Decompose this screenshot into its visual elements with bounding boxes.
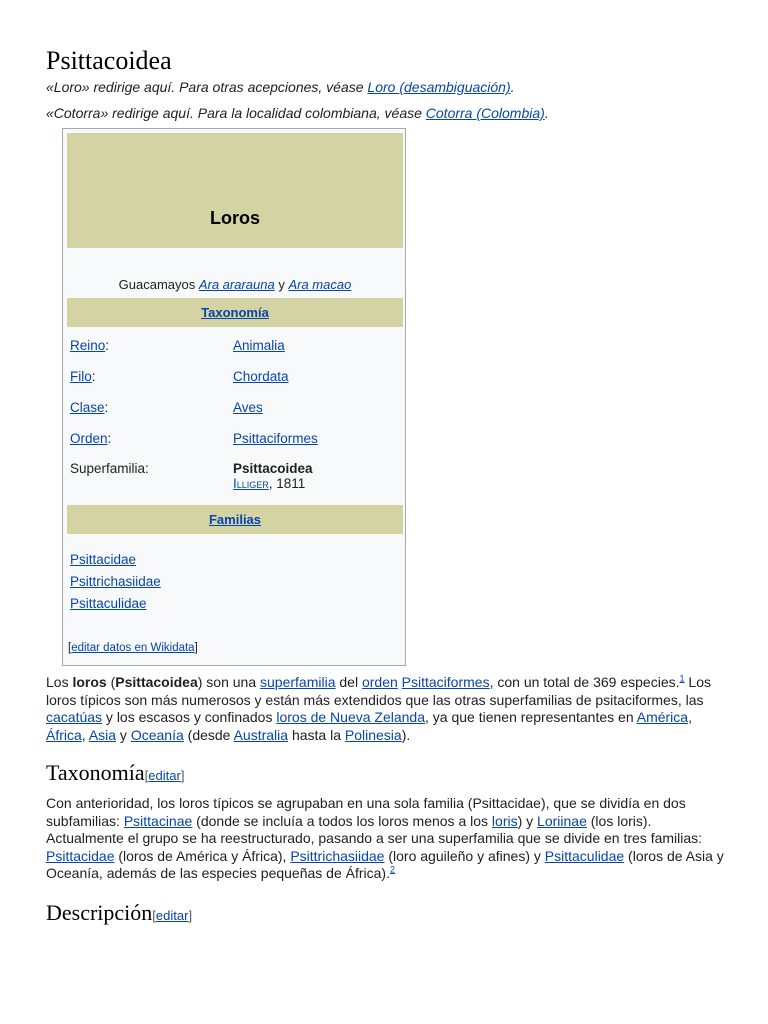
text: (donde se incluía a todos los loros menos a los: [192, 812, 492, 829]
text: , con un total de 369 especies.: [489, 674, 680, 690]
hatnote-text: «Loro» redirige aquí. Para otras acepciones, véase: [46, 79, 368, 95]
row-reino-label: [70, 338, 109, 353]
taxobox-title: Loros: [67, 133, 403, 248]
link-cotorra-colombia[interactable]: Cotorra (Colombia): [425, 105, 545, 121]
link-orden[interactable]: Orden: [70, 431, 108, 446]
link-australia[interactable]: Australia: [233, 726, 289, 743]
families-section-header: [67, 505, 403, 534]
row-clase-label: [70, 400, 108, 415]
link-loro-desambiguacion[interactable]: Loro (desambiguación): [367, 79, 511, 95]
edit-taxonomia-link[interactable]: editar: [148, 768, 181, 783]
text: (: [106, 674, 116, 690]
text: hasta la: [288, 726, 345, 743]
caption-and: y: [274, 277, 289, 292]
taxonomy-paragraph: [46, 795, 726, 883]
link-psittacidae-text[interactable]: Psittacidae: [46, 847, 115, 864]
link-psittrichasiidae[interactable]: Psittrichasiidae: [70, 574, 161, 589]
row-filo-label: [70, 369, 96, 384]
superfamily-value: [233, 461, 313, 491]
bold-psittacoidea: Psittacoidea: [115, 674, 198, 690]
link-oceania[interactable]: Oceanía: [130, 726, 184, 743]
edit-section: [editar]: [144, 768, 185, 783]
heading-descripcion: [46, 898, 192, 931]
text: ,: [688, 709, 692, 725]
link-psittrichasiidae-text[interactable]: Psittrichasiidae: [290, 847, 385, 864]
colon: :: [107, 431, 112, 446]
taxon-authority: [233, 476, 305, 491]
image-caption: [67, 277, 403, 292]
row-orden-label: [70, 431, 111, 446]
link-reino[interactable]: Reino: [70, 338, 106, 353]
link-ara-macao[interactable]: Ara macao: [288, 277, 352, 292]
row-orden-value: [233, 431, 318, 446]
row-reino-value: [233, 338, 285, 353]
text: ) y: [517, 812, 538, 829]
link-familias[interactable]: Familias: [208, 512, 262, 527]
heading-text: Taxonomía: [46, 760, 145, 785]
superfamily-name: Psittacoidea: [233, 461, 313, 476]
link-taxonomia[interactable]: Taxonomía: [201, 305, 269, 320]
link-animalia[interactable]: Animalia: [233, 338, 285, 353]
link-orden[interactable]: orden: [361, 674, 398, 690]
edit-descripcion-link[interactable]: editar: [155, 908, 189, 923]
link-psittaculidae[interactable]: Psittaculidae: [70, 596, 147, 611]
heading-taxonomia: [46, 758, 184, 791]
link-loris[interactable]: loris: [491, 812, 518, 829]
link-ara-ararauna[interactable]: Ara ararauna: [198, 277, 275, 292]
taxobox: [62, 128, 406, 666]
colon: :: [105, 338, 110, 353]
hatnote-end: .: [544, 105, 549, 121]
link-psittaculidae-text[interactable]: Psittaculidae: [544, 847, 625, 864]
text: del: [335, 674, 362, 690]
intro-paragraph: [46, 674, 726, 744]
link-cacatuas[interactable]: cacatúas: [46, 709, 103, 725]
link-psittacinae[interactable]: Psittacinae: [123, 812, 193, 829]
link-loros-nueva-zelanda[interactable]: loros de Nueva Zelanda: [276, 709, 426, 725]
link-america[interactable]: América: [636, 709, 689, 725]
caption-prefix: Guacamayos: [118, 277, 199, 292]
text: (loro aguileño y afines) y: [384, 847, 545, 864]
link-polinesia[interactable]: Polinesia: [344, 726, 402, 743]
row-clase-value: [233, 400, 263, 415]
hatnote-loro: [46, 78, 515, 96]
link-superfamilia[interactable]: superfamilia: [260, 674, 336, 690]
text: Los: [46, 674, 73, 690]
bracket: ]: [194, 642, 198, 654]
text: y: [116, 726, 131, 743]
superfamily-label: Superfamilia:: [70, 461, 149, 476]
link-psittacidae[interactable]: Psittacidae: [70, 552, 137, 567]
text: (loros de Asia y Oceanía, además de las especies pequeñas de África).: [46, 847, 724, 881]
text: y los escasos y confinados: [102, 709, 277, 725]
link-aves[interactable]: Aves: [233, 400, 263, 415]
reference-1[interactable]: 1: [679, 673, 685, 684]
bracket: [: [68, 642, 72, 654]
text: Los loros típicos son más numerosos y están más extendidos que las otras superfamilias de psitaciformes, las: [46, 674, 711, 708]
link-psittaciformes[interactable]: Psittaciformes: [401, 674, 490, 690]
hatnote-cotorra: [46, 104, 549, 122]
row-filo-value: [233, 369, 289, 384]
bold-loros: loros: [72, 674, 107, 690]
wikidata-edit: [68, 642, 198, 654]
heading-text: Descripción: [46, 900, 153, 925]
text: (loros de América y África),: [114, 847, 291, 864]
link-asia[interactable]: Asia: [88, 726, 117, 743]
text: ).: [401, 726, 411, 743]
link-illiger[interactable]: Illiger: [233, 476, 269, 491]
hatnote-text: «Cotorra» redirige aquí. Para la localidad colombiana, véase: [46, 105, 426, 121]
hatnote-end: .: [510, 79, 515, 95]
authority-year: , 1811: [268, 476, 306, 491]
edit-section: [editar]: [152, 908, 193, 923]
link-psittaciformes[interactable]: Psittaciformes: [233, 431, 318, 446]
link-clase[interactable]: Clase: [70, 400, 105, 415]
text: (los loris). Actualmente el grupo se ha reestructurado, pasando a ser una superfamilia que se divide en tres familias:: [46, 812, 703, 846]
colon: :: [104, 400, 109, 415]
taxonomy-section-header: [67, 298, 403, 327]
text: , ya que tienen representantes en: [425, 709, 637, 725]
link-chordata[interactable]: Chordata: [233, 369, 289, 384]
text: (desde: [183, 726, 234, 743]
text: Con anterioridad, los loros típicos se agrupaban en una sola familia (Psittacidae), que se dividía en dos subfamilias:: [46, 795, 686, 829]
page-title: Psittacoidea: [46, 46, 172, 75]
link-africa[interactable]: África: [46, 726, 82, 743]
text: ) son una: [197, 674, 261, 690]
link-loriinae[interactable]: Loriinae: [537, 812, 587, 829]
link-editar-wikidata[interactable]: editar datos en Wikidata: [71, 642, 195, 654]
reference-2[interactable]: 2: [389, 864, 395, 875]
link-filo[interactable]: Filo: [70, 369, 92, 384]
colon: :: [91, 369, 96, 384]
text: ,: [81, 726, 89, 743]
